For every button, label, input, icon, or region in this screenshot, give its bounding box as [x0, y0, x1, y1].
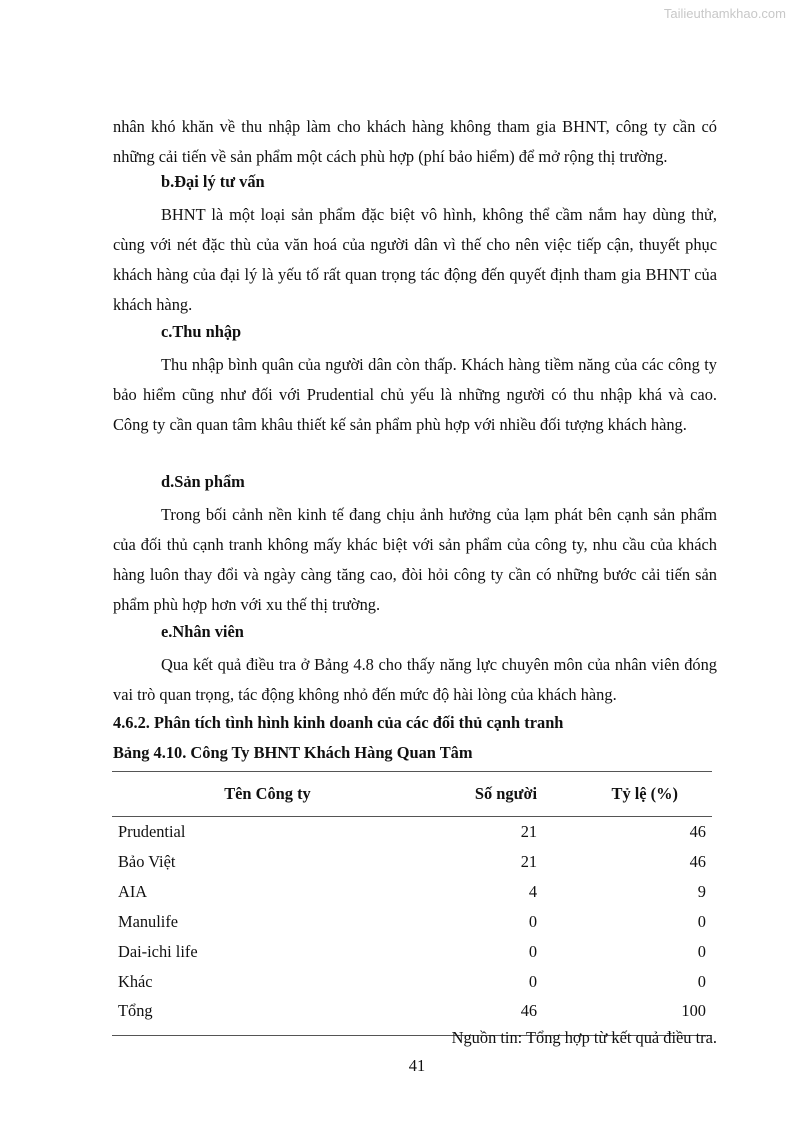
- table-source: Nguồn tin: Tổng hợp từ kết quả điều tra.: [451, 1028, 717, 1047]
- heading-nhan-vien: e.Nhân viên: [161, 622, 244, 641]
- heading-dai-ly: b.Đại lý tư vấn: [161, 172, 265, 191]
- cell-count: 0: [528, 912, 538, 931]
- cell-count: 21: [520, 822, 538, 841]
- paragraph-thu-nhap: Thu nhập bình quân của người dân còn thấp. Khách hàng tiềm năng của các công ty bảo hiểm cũng như đối với Prudential chủ yếu là những người có thu nhập khá và cao. Công ty cần quan tâm khâu thiết kế sản phẩm phù hợp với nhiều đối tượng khách hàng.: [113, 355, 717, 434]
- cell-company: Dai-ichi life: [118, 942, 198, 961]
- cell-count: 0: [528, 972, 538, 991]
- cell-count: 21: [520, 852, 538, 871]
- table-row: [112, 967, 712, 997]
- table-caption: Bảng 4.10. Công Ty BHNT Khách Hàng Quan Tâm: [113, 743, 473, 762]
- header-count: Số người: [423, 772, 537, 817]
- cell-ratio: 46: [689, 852, 706, 871]
- header-company: Tên Công ty: [112, 772, 423, 817]
- table-row: [112, 937, 712, 967]
- heading-san-pham: d.Sản phẩm: [161, 472, 245, 491]
- cell-ratio: 9: [697, 882, 706, 901]
- cell-company: Bảo Việt: [118, 852, 176, 871]
- section-title: 4.6.2. Phân tích tình hình kinh doanh của các đối thủ cạnh tranh: [113, 713, 564, 732]
- heading-thu-nhap: c.Thu nhập: [161, 322, 242, 341]
- table-row: [112, 907, 712, 937]
- watermark: Tailieuthamkhao.com: [663, 6, 786, 21]
- paragraph-san-pham: Trong bối cảnh nền kinh tế đang chịu ảnh hưởng của lạm phát bên cạnh sản phẩm của đối thủ cạnh tranh không mấy khác biệt với sản phẩm của công ty, nhu cầu của khách hàng luôn thay đổi và ngày càng tăng cao, đòi hỏi công ty cần có những bước cải tiến sản phẩm phù hợp hơn với xu thế thị trường.: [113, 505, 717, 614]
- header-ratio: Tỷ lệ (%): [537, 772, 712, 817]
- cell-count: 4: [528, 882, 538, 901]
- cell-count: 0: [528, 942, 538, 961]
- table-row: [112, 877, 712, 907]
- page-number: 41: [408, 1056, 426, 1075]
- cell-company: AIA: [118, 882, 148, 901]
- table-header-row: [112, 772, 712, 817]
- cell-ratio: 46: [689, 822, 706, 841]
- cell-ratio: 0: [697, 942, 706, 961]
- cell-ratio: 0: [697, 972, 706, 991]
- paragraph-dai-ly: BHNT là một loại sản phẩm đặc biệt vô hình, không thể cầm nắm hay dùng thử, cùng với nét đặc thù của văn hoá của người dân vì thế cho nên việc tiếp cận, thuyết phục khách hàng của đại lý là yếu tố rất quan trọng tác động đến quyết định tham gia BHNT của khách hàng.: [113, 205, 717, 314]
- cell-company: Khác: [118, 972, 153, 991]
- table-row: [112, 817, 712, 848]
- cell-count: 46: [423, 997, 537, 1036]
- table-row: [112, 847, 712, 877]
- paragraph-nhan-vien: Qua kết quả điều tra ở Bảng 4.8 cho thấy năng lực chuyên môn của nhân viên đóng vai trò quan trọng, tác động không nhỏ đến mức độ hài lòng của khách hàng.: [113, 655, 717, 704]
- cell-company: Tổng: [112, 997, 423, 1036]
- intro-paragraph: nhân khó khăn về thu nhập làm cho khách hàng không tham gia BHNT, công ty cần có những cải tiến về sản phẩm một cách phù hợp (phí bảo hiểm) để mở rộng thị trường.: [113, 117, 717, 166]
- cell-ratio: 0: [697, 912, 706, 931]
- cell-company: Manulife: [118, 912, 179, 931]
- companies-table: [112, 771, 712, 1036]
- cell-ratio: 100: [537, 997, 712, 1036]
- cell-company: Prudential: [118, 822, 186, 841]
